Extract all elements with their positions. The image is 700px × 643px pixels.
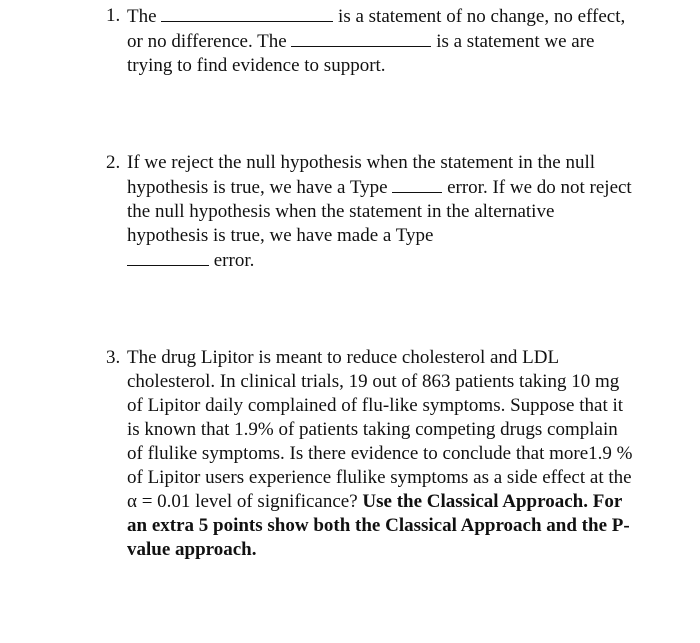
answer-blank[interactable] xyxy=(161,4,333,22)
question-text xyxy=(127,346,636,562)
question-instruction: Use the Classical Approach. For an extra 5 points show both the Classical Approach and the P-value approach. xyxy=(127,491,630,560)
question-text-part: The xyxy=(127,6,157,27)
question-text-part: is a statement we are trying to find evidence to support. xyxy=(127,31,595,76)
question-2 xyxy=(106,151,636,273)
question-text xyxy=(127,4,636,78)
question-number: 1. xyxy=(106,5,121,26)
question-number: 3. xyxy=(106,347,121,368)
question-text xyxy=(127,151,636,273)
answer-blank[interactable] xyxy=(392,175,442,193)
question-text-part: error. xyxy=(213,250,255,271)
question-3 xyxy=(106,346,636,562)
answer-blank[interactable] xyxy=(127,248,209,266)
question-text-part: If we reject the null hypothesis when the statement in the null hypothesis is true, we have a Type xyxy=(127,152,596,198)
question-text-part: error. If we do not reject the null hypothesis when the statement in the alternative hypothesis is true, we have made a Type xyxy=(127,177,632,246)
question-text-part: is a statement of no change, no effect, or no difference. The xyxy=(127,6,626,52)
answer-blank[interactable] xyxy=(291,29,431,47)
question-number: 2. xyxy=(106,152,121,173)
question-1 xyxy=(106,4,636,78)
question-text-part: The drug Lipitor is meant to reduce cholesterol and LDL cholesterol. In clinical trials, 19 out of 863 patients taking 10 mg of Lipitor daily complained of flu-like symptoms. Suppose that it is known that 1.9% of patients taking competing drugs complain of flulike symptoms. Is there evidence to conclude that more1.9 % of Lipitor users experience flulike symptoms as a side effect at the α = 0.01 level of significance? xyxy=(127,347,633,512)
